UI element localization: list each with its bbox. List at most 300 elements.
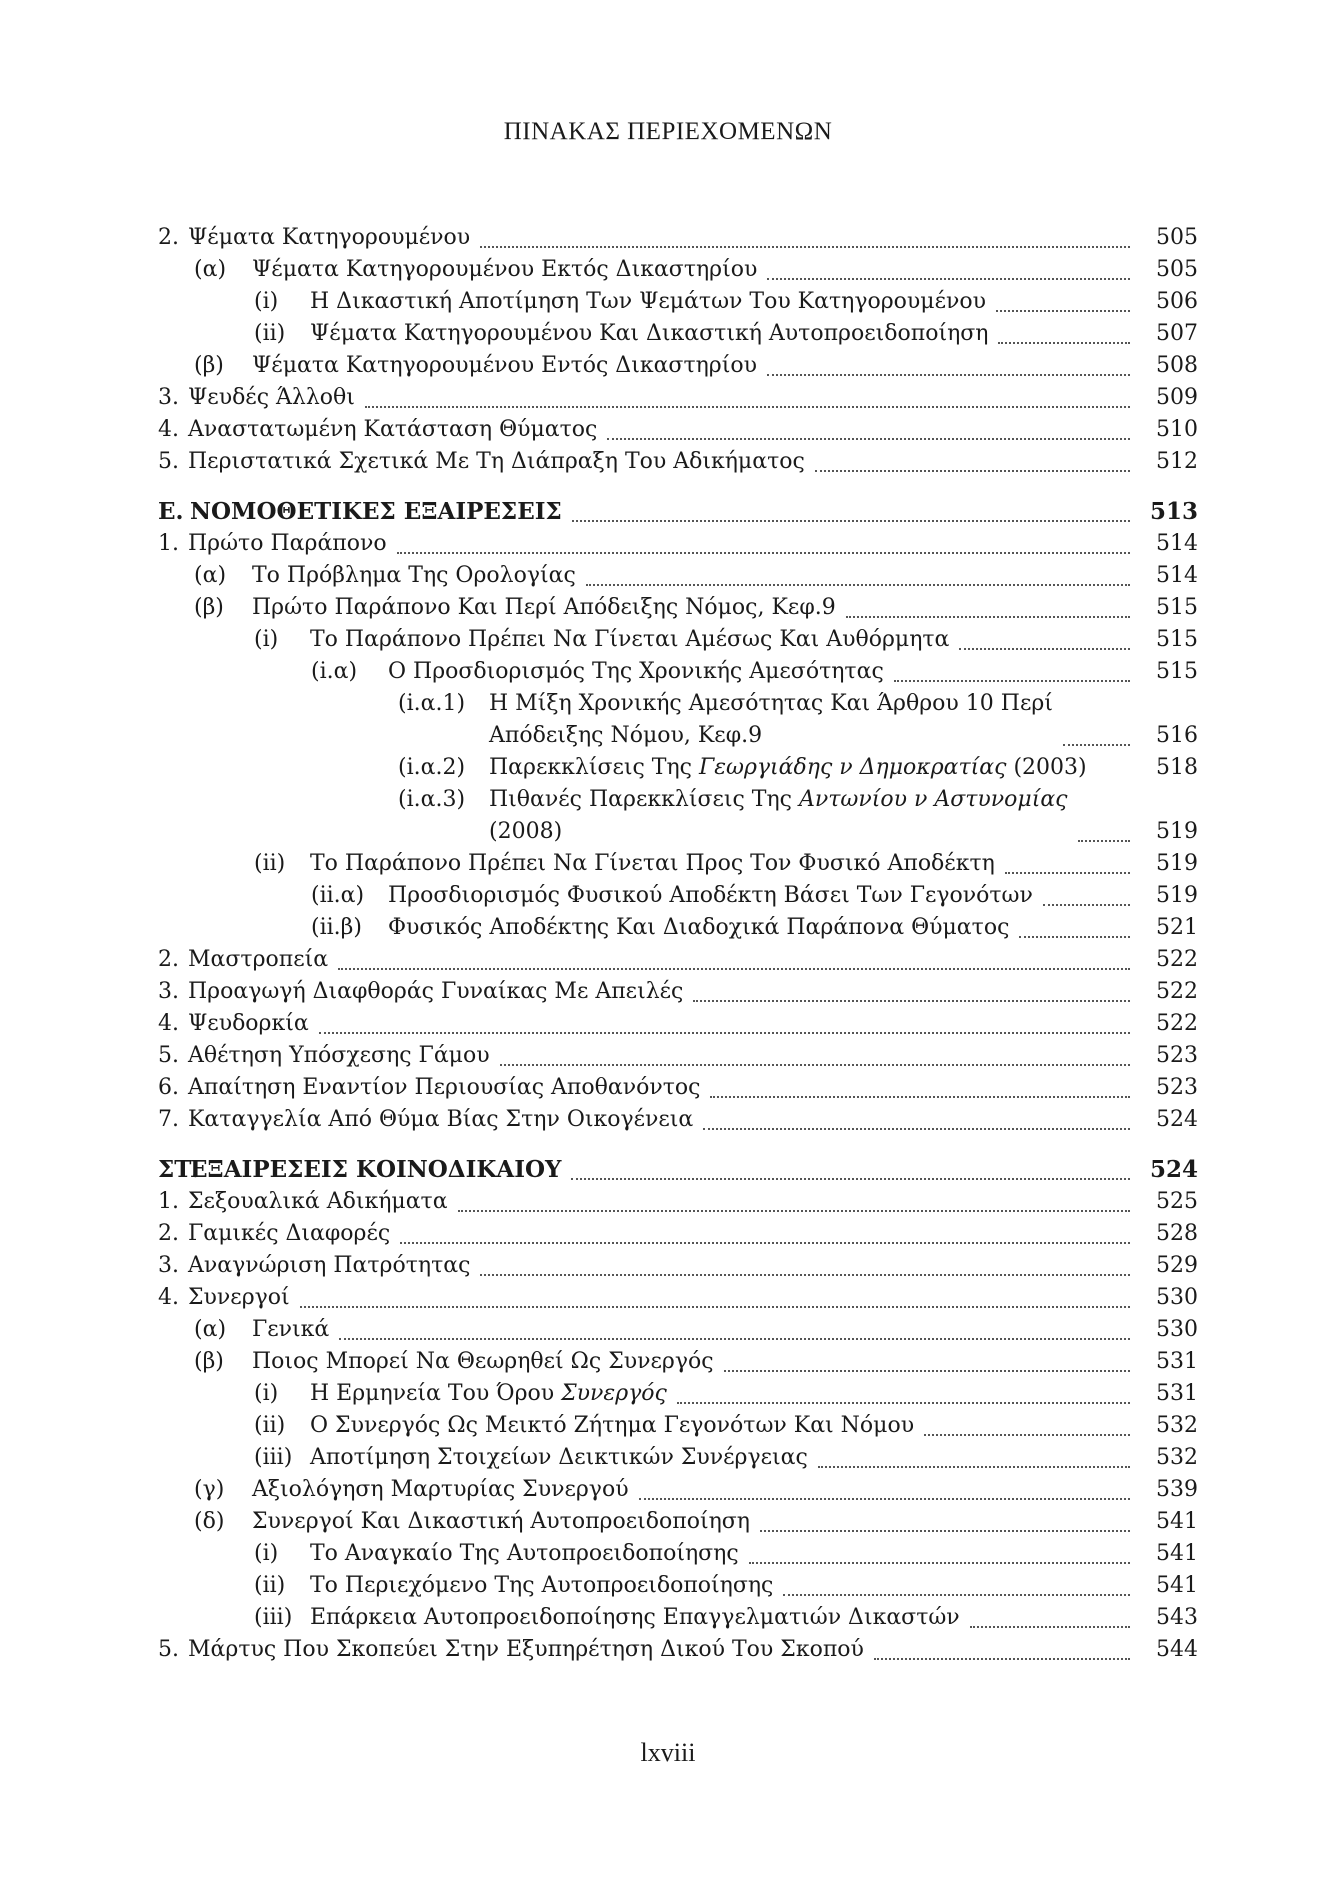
toc-entry: [158, 1442, 1198, 1474]
toc-entry: [158, 752, 1198, 784]
toc-entry-title-line: [388, 883, 1033, 908]
toc-entry-page: 531: [1156, 1381, 1198, 1406]
toc-entry-title-line: [252, 1317, 329, 1342]
toc-entry-title-suffix: (2003): [1006, 755, 1087, 780]
toc-entry: [158, 1154, 1198, 1186]
toc-entry-title-line: [252, 1477, 629, 1502]
dot-leader: [1005, 850, 1130, 874]
toc-entry-title-text: Το Περιεχόμενο Της Αυτοπροειδοποίησης: [310, 1573, 774, 1598]
toc-entry-title-continued: Απόδειξης Νόμου, Κεφ.9: [489, 723, 763, 748]
toc-entry-title: [310, 1602, 960, 1634]
toc-entry-page: 508: [1156, 353, 1198, 378]
toc-entry-number: (i.α.2): [398, 755, 466, 780]
toc-entry-page: 529: [1156, 1253, 1198, 1278]
toc-entry-page: 516: [1156, 723, 1198, 748]
toc-entry: [158, 1314, 1198, 1346]
toc-entry-title-text: Προσδιορισμός Φυσικού Αποδέκτη Βάσει Των Γεγονότων: [388, 883, 1033, 908]
toc-entry-number: (i.α.1): [398, 691, 466, 716]
toc-entry-page: 515: [1156, 595, 1198, 620]
toc-entry-number: (i): [254, 627, 279, 652]
toc-entry-title-line: [188, 449, 805, 474]
toc-entry-title-text: Ψέματα Κατηγορουμένου Και Δικαστική Αυτοπροειδοποίηση: [310, 321, 989, 346]
toc-entry-title-text: Επάρκεια Αυτοπροειδοποίησης Επαγγελματιών Δικαστών: [310, 1605, 960, 1630]
toc-entry-page: 539: [1156, 1477, 1198, 1502]
toc-entry-number: (ii): [254, 321, 286, 346]
toc-entry-page: 519: [1156, 851, 1198, 876]
page-number: lxviii: [640, 1738, 696, 1767]
toc-entry-title-line: [252, 563, 576, 588]
dot-leader: [1063, 722, 1130, 746]
toc-entry: [158, 592, 1198, 624]
toc-entry-title: [252, 350, 757, 382]
toc-entry-title-text: Το Παράπονο Πρέπει Να Γίνεται Αμέσως Και Αυθόρμητα: [310, 627, 950, 652]
dot-leader: [760, 1508, 1130, 1532]
toc-entry-page: 541: [1156, 1509, 1198, 1534]
toc-entry-title-text: Η Μίξη Χρονικής Αμεσότητας Και Άρθρου 10 Περί: [489, 691, 1053, 716]
toc-entry: [158, 560, 1198, 592]
toc-entry-number: 5.: [158, 1637, 179, 1662]
toc-entry-number: 5.: [158, 1043, 179, 1068]
toc-entry: [158, 1282, 1198, 1314]
toc-entry-number: (i.α.3): [398, 787, 466, 812]
toc-entry-title: [188, 1186, 448, 1218]
toc-entry-page: 541: [1156, 1573, 1198, 1598]
dot-leader: [1078, 818, 1131, 842]
toc-entry-page: 505: [1156, 257, 1198, 282]
toc-entry-title-line: [310, 627, 949, 652]
toc-entry-title: [188, 414, 597, 446]
toc-entry-title: [188, 1104, 693, 1136]
toc-entry-title-text: Μάρτυς Που Σκοπεύει Στην Εξυπηρέτηση Δικού Του Σκοπού: [188, 1637, 864, 1662]
toc-entry-title-line: [489, 755, 1087, 780]
toc-entry-title-line: [188, 385, 355, 410]
toc-entry-title: [188, 1072, 700, 1104]
toc-entry: [158, 414, 1198, 446]
toc-entry: [158, 1634, 1198, 1666]
toc-entry: [158, 1072, 1198, 1104]
dot-leader: [767, 256, 1130, 280]
toc-entry-title-line: [188, 531, 387, 556]
toc-entry-page: 523: [1156, 1043, 1198, 1068]
toc-entry: [158, 1410, 1198, 1442]
toc-entry: [158, 350, 1198, 382]
toc-entry: [158, 1474, 1198, 1506]
toc-entry-number: (ii): [254, 1573, 286, 1598]
toc-entry: [158, 880, 1198, 912]
toc-entry-title-text: Ψέματα Κατηγορουμένου: [188, 225, 471, 250]
dot-leader: [639, 1476, 1130, 1500]
toc-entry-page: 509: [1156, 385, 1198, 410]
toc-entry-title-text: Αποτίμηση Στοιχείων Δεικτικών Συνέργειας: [310, 1445, 808, 1470]
toc-entry-title-text: ΝΟΜΟΘΕΤΙΚΕΣ ΕΞΑΙΡΕΣΕΙΣ: [190, 498, 562, 525]
toc-entry-number: Ε.: [158, 498, 184, 525]
toc-entry-title-text: Πρώτο Παράπονο Και Περί Απόδειξης Νόμος, Κεφ.9: [252, 595, 836, 620]
toc-entry: [158, 1506, 1198, 1538]
dot-leader: [818, 1444, 1130, 1468]
toc-entry-page: 543: [1156, 1605, 1198, 1630]
toc-entry-title: [388, 880, 1033, 912]
toc-entry-title: [489, 752, 1087, 784]
toc-entry-page: 506: [1156, 289, 1198, 314]
toc-entry-title-line: [188, 1075, 700, 1100]
toc-entry-title-text: Αξιολόγηση Μαρτυρίας Συνεργού: [252, 1477, 629, 1502]
toc-entry-title-line: [190, 1156, 561, 1183]
toc-entry-page: 519: [1156, 819, 1198, 844]
toc-entry: [158, 446, 1198, 478]
toc-entry: [158, 1250, 1198, 1282]
toc-entry-number: 2.: [158, 947, 179, 972]
toc-entry-title-line: [388, 915, 1009, 940]
toc-entry-number: 1.: [158, 1189, 179, 1214]
toc-entry-page: 528: [1156, 1221, 1198, 1246]
toc-entry: [158, 688, 1198, 752]
dot-leader: [959, 626, 1130, 650]
toc-entry-title-text: Ψευδές Άλλοθι: [188, 385, 355, 410]
toc-entry-number: 4.: [158, 1285, 179, 1310]
toc-entry-title-line: [188, 947, 328, 972]
toc-entry: [158, 1378, 1198, 1410]
toc-entry-page: 522: [1156, 947, 1198, 972]
toc-entry-page: 544: [1156, 1637, 1198, 1662]
toc-entry-title: [310, 318, 988, 350]
toc-entry-title-line: [310, 1573, 773, 1598]
toc-entry-number: 2.: [158, 1221, 179, 1246]
toc-entry-title-line: [310, 1413, 914, 1438]
toc-entry-title: [188, 1634, 864, 1666]
toc-entry-page: 507: [1156, 321, 1198, 346]
dot-leader: [767, 352, 1130, 376]
toc-entry: [158, 286, 1198, 318]
toc-entry-number: (α): [194, 563, 227, 588]
toc-entry-number: (ii): [254, 1413, 286, 1438]
dot-leader: [846, 594, 1130, 618]
toc-entry-title-text: Μαστροπεία: [188, 947, 329, 972]
toc-entry-title-text: Το Παράπονο Πρέπει Να Γίνεται Προς Τον Φυσικό Αποδέκτη: [310, 851, 995, 876]
toc-entry-title-line: [188, 1107, 693, 1132]
toc-entry-number: 3.: [158, 979, 179, 1004]
toc-entry-title-line: [188, 1285, 290, 1310]
dot-leader: [571, 1156, 1130, 1180]
toc-entry-page: 513: [1149, 498, 1198, 525]
toc-entry-title: [310, 848, 995, 880]
toc-entry-page: 515: [1156, 659, 1198, 684]
toc-entry-number: (iii): [254, 1445, 293, 1470]
toc-entry-page: 512: [1156, 449, 1198, 474]
toc-entry-number: 3.: [158, 385, 179, 410]
toc-entry-number: (ii.β): [311, 915, 362, 940]
toc-entry-title-text: Γαμικές Διαφορές: [188, 1221, 391, 1246]
toc-entry: [158, 528, 1198, 560]
toc-entry-page: 530: [1156, 1317, 1198, 1342]
toc-entry-title-text: Αναγνώριση Πατρότητας: [188, 1253, 471, 1278]
toc-entry: [158, 1218, 1198, 1250]
toc-entry: [158, 1186, 1198, 1218]
toc-entry-title-text: Πρώτο Παράπονο: [188, 531, 387, 556]
dot-leader: [339, 1316, 1130, 1340]
toc-entry-title: [310, 624, 949, 656]
toc-entry-number: (ii): [254, 851, 286, 876]
toc-entry-title-line: [252, 257, 757, 282]
toc-entry-title-text: Γενικά: [252, 1317, 330, 1342]
toc-entry: [158, 976, 1198, 1008]
toc-entry-page: 532: [1156, 1413, 1198, 1438]
toc-entry-title-italic: Αντωνίου ν Αστυνομίας: [798, 787, 1068, 812]
toc-entry-title-text: Φυσικός Αποδέκτης Και Διαδοχικά Παράπονα Θύματος: [388, 915, 1010, 940]
toc-entry-title-line: [188, 1221, 390, 1246]
toc-entry-number: (ii.α): [311, 883, 365, 908]
toc-entry-title-line: [310, 321, 988, 346]
toc-entry-page: 541: [1156, 1541, 1198, 1566]
toc-entry-number: (α): [194, 257, 227, 282]
toc-entry-title: [310, 1538, 739, 1570]
toc-entry-title-line: [388, 659, 884, 684]
toc-entry: [158, 1538, 1198, 1570]
toc-entry-title-text: Απαίτηση Εναντίον Περιουσίας Αποθανόντος: [188, 1075, 701, 1100]
toc-entry-number: ΣΤ.: [158, 1156, 200, 1183]
toc-entry-title: [188, 1250, 470, 1282]
toc-entry-title: [310, 1570, 773, 1602]
dot-leader: [319, 1010, 1130, 1034]
toc-entry-title-line: [188, 1189, 448, 1214]
toc-entry-number: (iii): [254, 1605, 293, 1630]
toc-entry-page: 505: [1156, 225, 1198, 250]
table-of-contents: [158, 222, 1198, 1666]
toc-entry-title: [188, 528, 387, 560]
toc-entry: [158, 382, 1198, 414]
dot-leader: [365, 384, 1130, 408]
dot-leader: [783, 1572, 1130, 1596]
toc-entry: [158, 1602, 1198, 1634]
toc-entry-title: [188, 944, 328, 976]
toc-entry: [158, 944, 1198, 976]
dot-leader: [677, 1380, 1130, 1404]
toc-entry-title: [310, 1378, 667, 1410]
toc-entry-title-text: Το Πρόβλημα Της Ορολογίας: [252, 563, 576, 588]
toc-entry-title-text: Παρεκκλίσεις Της: [489, 755, 699, 780]
toc-entry-title-text: Πιθανές Παρεκκλίσεις Της: [489, 787, 799, 812]
toc-entry: [158, 1346, 1198, 1378]
toc-entry-title-text: Το Αναγκαίο Της Αυτοπροειδοποίησης: [310, 1541, 739, 1566]
toc-entry-title: [188, 446, 805, 478]
toc-entry-number: 1.: [158, 531, 179, 556]
dot-leader: [970, 1604, 1130, 1628]
toc-entry-title: [310, 286, 986, 318]
toc-entry-title: [188, 1282, 290, 1314]
toc-entry-title-text: Αναστατωμένη Κατάσταση Θύματος: [188, 417, 598, 442]
toc-entry-number: 2.: [158, 225, 179, 250]
toc-entry-title-line: [252, 353, 757, 378]
toc-entry-title-line: [188, 979, 683, 1004]
dot-leader: [607, 416, 1130, 440]
toc-entry-title: [252, 1346, 714, 1378]
toc-entry-title-line: [188, 417, 597, 442]
dot-leader: [874, 1636, 1130, 1660]
dot-leader: [1019, 914, 1130, 938]
dot-leader: [1043, 882, 1130, 906]
toc-entry-page: 515: [1156, 627, 1198, 652]
toc-entry: [158, 254, 1198, 286]
dot-leader: [572, 498, 1130, 522]
toc-entry-title: [188, 1218, 390, 1250]
dot-leader: [998, 320, 1130, 344]
toc-entry-title-line: [252, 1509, 750, 1534]
toc-entry-number: (β): [194, 1349, 224, 1374]
toc-entry: [158, 1008, 1198, 1040]
toc-entry-title: [252, 254, 757, 286]
toc-entry-title-line: [310, 1381, 667, 1406]
toc-entry-title-text: ΕΞΑΙΡΕΣΕΙΣ ΚΟΙΝΟΔΙΚΑΙΟΥ: [190, 1156, 562, 1183]
toc-entry-number: (i.α): [311, 659, 358, 684]
dot-leader: [400, 1220, 1130, 1244]
dot-leader: [480, 1252, 1130, 1276]
toc-entry: [158, 1104, 1198, 1136]
toc-entry-title-text: Συνεργοί: [188, 1285, 290, 1310]
toc-entry-title: [310, 1410, 914, 1442]
toc-entry-title-text: Συνεργοί Και Δικαστική Αυτοπροειδοποίηση: [252, 1509, 750, 1534]
toc-entry-title-text: Ο Προσδιορισμός Της Χρονικής Αμεσότητας: [388, 659, 884, 684]
toc-entry-number: (i): [254, 1381, 279, 1406]
toc-entry-title: [190, 1154, 561, 1186]
toc-entry-page: 530: [1156, 1285, 1198, 1310]
toc-entry-title: [190, 496, 562, 528]
toc-entry: [158, 318, 1198, 350]
toc-entry-title-continued: (2008): [489, 819, 563, 844]
toc-entry-number: 5.: [158, 449, 179, 474]
toc-entry-title-text: Ποιος Μπορεί Να Θεωρηθεί Ως Συνεργός: [252, 1349, 714, 1374]
toc-entry-page: 525: [1156, 1189, 1198, 1214]
toc-entry: [158, 784, 1198, 848]
toc-entry-title-italic: Συνεργός: [561, 1381, 667, 1406]
toc-entry-title: [388, 656, 884, 688]
toc-entry-page: 510: [1156, 417, 1198, 442]
toc-entry-page: 514: [1156, 563, 1198, 588]
toc-entry: [158, 1040, 1198, 1072]
toc-entry-page: 522: [1156, 1011, 1198, 1036]
toc-entry-title-text: Σεξουαλικά Αδικήματα: [188, 1189, 448, 1214]
toc-entry-number: (δ): [194, 1509, 225, 1534]
toc-entry-number: (α): [194, 1317, 227, 1342]
toc-entry-title: [489, 688, 1053, 752]
toc-entry-page: 519: [1156, 883, 1198, 908]
toc-entry-page: 522: [1156, 979, 1198, 1004]
toc-entry-title-line: [252, 595, 836, 620]
dot-leader: [724, 1348, 1130, 1372]
toc-entry-number: 3.: [158, 1253, 179, 1278]
toc-entry: [158, 496, 1198, 528]
toc-entry-page: 518: [1156, 755, 1198, 780]
toc-entry-number: 4.: [158, 417, 179, 442]
toc-entry-page: 523: [1156, 1075, 1198, 1100]
toc-entry: [158, 912, 1198, 944]
toc-entry-page: 524: [1149, 1156, 1198, 1183]
toc-entry-title: [188, 1040, 490, 1072]
toc-entry-title-text: Ψέματα Κατηγορουμένου Εντός Δικαστηρίου: [252, 353, 757, 378]
toc-entry-title-line: [188, 1253, 470, 1278]
dot-leader: [894, 658, 1130, 682]
dot-leader: [703, 1106, 1130, 1130]
toc-entry-title-text: Ψευδορκία: [188, 1011, 309, 1036]
toc-entry-title-text: Η Δικαστική Αποτίμηση Των Ψεμάτων Του Κατηγορουμένου: [310, 289, 986, 314]
toc-entry-title-text: Ο Συνεργός Ως Μεικτό Ζήτημα Γεγονότων Και Νόμου: [310, 1413, 915, 1438]
toc-entry-title-text: Η Ερμηνεία Του Όρου: [310, 1381, 562, 1406]
dot-leader: [397, 530, 1130, 554]
toc-entry-title-text: Αθέτηση Υπόσχεσης Γάμου: [188, 1043, 490, 1068]
toc-entry-number: (i): [254, 1541, 279, 1566]
toc-entry-title: [388, 912, 1009, 944]
dot-leader: [749, 1540, 1130, 1564]
toc-entry-title: [252, 592, 836, 624]
dot-leader: [710, 1074, 1130, 1098]
toc-entry-title-line: [310, 851, 995, 876]
toc-entry-title: [310, 1442, 808, 1474]
toc-entry-title-line: [310, 1445, 808, 1470]
dot-leader: [480, 224, 1130, 248]
toc-entry-title-italic: Γεωργιάδης ν Δημοκρατίας: [698, 755, 1007, 780]
toc-entry-page: 524: [1156, 1107, 1198, 1132]
toc-entry-title-line: [188, 1011, 309, 1036]
toc-entry-title-line: [190, 498, 562, 525]
dot-leader: [693, 978, 1130, 1002]
toc-entry-title-text: Καταγγελία Από Θύμα Βίας Στην Οικογένεια: [188, 1107, 694, 1132]
toc-entry: [158, 656, 1198, 688]
dot-leader: [300, 1284, 1130, 1308]
dot-leader: [924, 1412, 1130, 1436]
toc-entry-title-text: Ψέματα Κατηγορουμένου Εκτός Δικαστηρίου: [252, 257, 758, 282]
dot-leader: [586, 562, 1130, 586]
toc-entry-page: 532: [1156, 1445, 1198, 1470]
toc-entry-title-line: [188, 1637, 864, 1662]
dot-leader: [996, 288, 1130, 312]
dot-leader: [458, 1188, 1130, 1212]
toc-entry-title: [188, 976, 683, 1008]
toc-entry-title-line: [310, 289, 986, 314]
toc-entry-number: 6.: [158, 1075, 179, 1100]
toc-entry-title-text: Προαγωγή Διαφθοράς Γυναίκας Με Απειλές: [188, 979, 684, 1004]
toc-entry: [158, 624, 1198, 656]
toc-entry-title: [188, 382, 355, 414]
toc-entry-number: (γ): [194, 1477, 225, 1502]
toc-entry-title: [188, 1008, 309, 1040]
toc-entry-title: [252, 1314, 329, 1346]
toc-entry-title: [489, 784, 1068, 848]
toc-entry-number: (i): [254, 289, 279, 314]
toc-entry-title-line: [188, 1043, 490, 1068]
toc-entry-page: 531: [1156, 1349, 1198, 1374]
toc-entry-page: 521: [1156, 915, 1198, 940]
toc-entry-number: 7.: [158, 1107, 179, 1132]
toc-entry-title-line: [310, 1605, 960, 1630]
toc-entry-page: 514: [1156, 531, 1198, 556]
toc-entry: [158, 848, 1198, 880]
toc-entry-title: [252, 1506, 750, 1538]
toc-entry-title: [252, 1474, 629, 1506]
toc-entry-title: [252, 560, 576, 592]
toc-entry-number: (β): [194, 353, 224, 378]
toc-entry-title-line: [489, 691, 1053, 716]
toc-entry: [158, 1570, 1198, 1602]
toc-entry-number: (β): [194, 595, 224, 620]
toc-entry-title-line: [310, 1541, 739, 1566]
toc-entry-title-line: [188, 225, 470, 250]
toc-entry-title-line: [252, 1349, 714, 1374]
dot-leader: [500, 1042, 1130, 1066]
toc-entry-number: 4.: [158, 1011, 179, 1036]
dot-leader: [815, 448, 1130, 472]
page-header: ΠΙΝΑΚΑΣ ΠΕΡΙΕΧΟΜΕΝΩΝ: [503, 118, 833, 145]
toc-entry: [158, 222, 1198, 254]
toc-entry-title: [188, 222, 470, 254]
dot-leader: [338, 946, 1130, 970]
